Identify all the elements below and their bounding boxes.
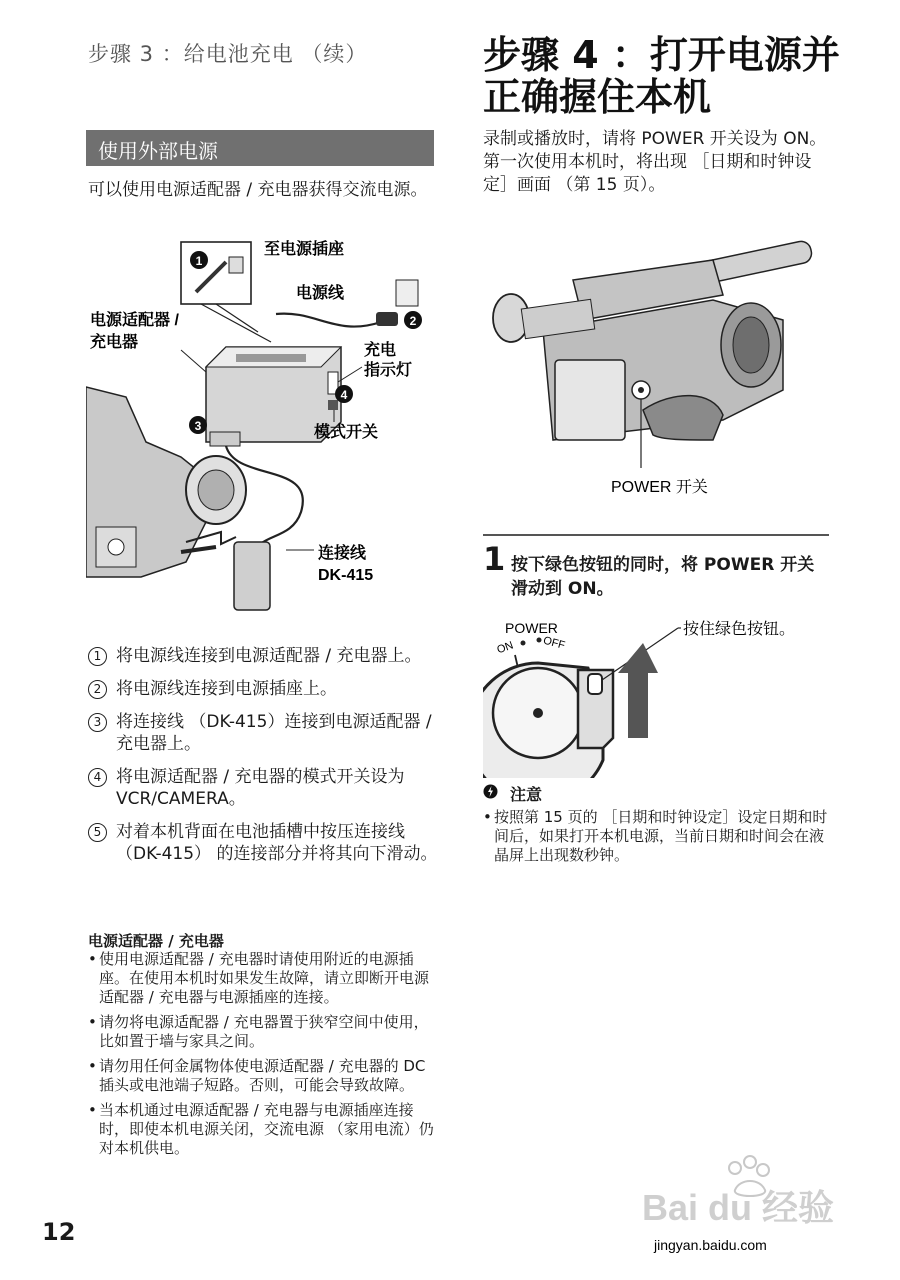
step-number: 3 — [88, 713, 107, 732]
lcd-panel — [555, 360, 625, 440]
step-text: 将电源适配器 / 充电器的模式开关设为 VCR/CAMERA。 — [116, 767, 405, 809]
section-heading-bar — [86, 130, 434, 166]
power-cord — [276, 314, 381, 327]
intro-text: 可以使用电源适配器 / 充电器获得交流电源。 — [88, 180, 428, 200]
label-adaptor-2: 充电器 — [90, 334, 139, 351]
label-power-switch: POWER 开关 — [611, 479, 708, 496]
power-plug — [376, 312, 398, 326]
step-item — [88, 821, 438, 865]
step-item — [88, 645, 438, 667]
section-heading: 使用外部电源 — [98, 139, 218, 163]
label-on: ON — [495, 639, 516, 657]
adaptor-notes-list — [88, 950, 438, 1164]
caution-list — [483, 808, 833, 865]
off-dot-icon — [537, 638, 542, 643]
caution-icon — [483, 784, 498, 799]
step-text: 将连接线 （DK-415）连接到电源适配器 / 充电器上。 — [116, 712, 432, 754]
mode-switch — [328, 400, 338, 410]
label-adaptor-1: 电源适配器 / — [90, 312, 179, 329]
list-item: • 使用电源适配器 / 充电器时请使用附近的电源插座。在使用本机时如果发生故障，请立即断开电源适配器 / 充电器与电源插座的连接。 — [88, 950, 438, 1007]
list-item: • 请勿将电源适配器 / 充电器置于狭窄空间中使用，比如置于墙与家具之间。 — [88, 1013, 438, 1051]
page-title — [483, 34, 863, 118]
dial-center-icon — [533, 708, 543, 718]
step-text: 将电源线连接到电源适配器 / 充电器上。 — [116, 646, 422, 666]
slide-arrow-icon — [618, 643, 658, 738]
adaptor-connection-figure — [86, 232, 436, 622]
step-number: 4 — [88, 768, 107, 787]
page-number: 12 — [42, 1218, 76, 1246]
step-text: 对着本机背面在电池插槽中按压连接线 （DK-415） 的连接部分并将其向下滑动。 — [116, 822, 438, 864]
intro-paragraph: 第一次使用本机时，将出现 ［日期和时钟设定］画面 （第 15 页）。 — [483, 152, 812, 195]
label-lamp-2: 指示灯 — [364, 362, 413, 379]
power-switch-figure — [483, 618, 833, 778]
marker-4: 4 — [340, 388, 348, 402]
on-dot-icon — [521, 641, 526, 646]
watermark-brand: Bai du 经验 — [642, 1187, 835, 1228]
green-button — [588, 674, 602, 694]
camcorder-figure — [483, 240, 833, 502]
step-1-text: 按下绿色按钮的同时，将 POWER 开关滑动到 ON。 — [511, 555, 815, 599]
battery-dummy — [234, 542, 270, 610]
intro-paragraph: 录制或播放时，请将 POWER 开关设为 ON。 — [483, 129, 827, 149]
running-head: 步骤 3 ：给电池充电 （续） — [88, 42, 368, 66]
label-power-cord: 电源线 — [296, 285, 345, 302]
page-title-line-2: 正确握住本机 — [483, 75, 712, 119]
wall-socket — [396, 280, 418, 306]
caution-title: 注意 — [510, 785, 543, 804]
step-1-number: 1 — [483, 540, 506, 578]
marker-1: 1 — [195, 254, 203, 268]
right-intro — [483, 128, 833, 197]
step-number: 1 — [88, 647, 107, 666]
label-outlet: 至电源插座 — [264, 241, 345, 258]
label-lamp-1: 充电 — [364, 342, 397, 359]
label-off: OFF — [541, 634, 567, 652]
list-item: • 按照第 15 页的 ［日期和时钟设定］设定日期和时间后，如果打开本机电源，当前日期和时间会在液晶屏上出现数秒钟。 — [483, 808, 833, 865]
label-power: POWER — [505, 620, 558, 636]
label-cable-2: DK-415 — [318, 567, 374, 584]
adaptor-notes-title: 电源适配器 / 充电器 — [88, 932, 224, 950]
divider — [483, 534, 829, 536]
step-item — [88, 678, 438, 700]
label-cable-1: 连接线 — [318, 545, 367, 562]
connection-steps — [88, 645, 438, 876]
label-mode-switch: 模式开关 — [314, 424, 379, 441]
baidu-jingyan-watermark — [640, 1150, 890, 1260]
step-item — [88, 711, 438, 755]
marker-3: 3 — [194, 419, 202, 433]
callout-green-button: 按住绿色按钮。 — [683, 621, 796, 638]
page-title-line-1: 步骤 4 ：打开电源并 — [483, 33, 840, 77]
step-item — [88, 766, 438, 810]
list-item: • 请勿用任何金属物体使电源适配器 / 充电器的 DC 插头或电池端子短路。否则，可能会导致故障。 — [88, 1057, 438, 1095]
step-text: 将电源线连接到电源插座上。 — [116, 679, 337, 699]
watermark-url: jingyan.baidu.com — [654, 1237, 767, 1253]
list-item: • 当本机通过电源适配器 / 充电器与电源插座连接时，即使本机电源关闭，交流电源 （家用电流）仍对本机供电。 — [88, 1101, 438, 1158]
step-number: 5 — [88, 823, 107, 842]
step-number: 2 — [88, 680, 107, 699]
marker-2: 2 — [409, 314, 417, 328]
